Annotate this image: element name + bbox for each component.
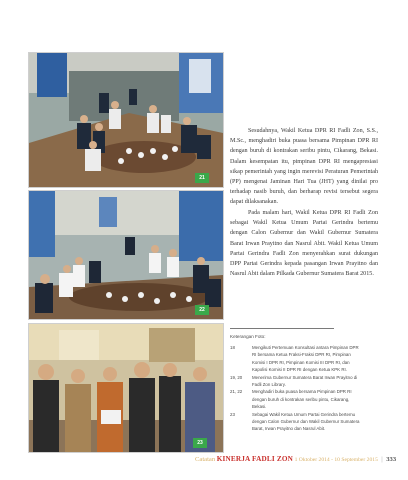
body-paragraph-1-text: Sesudahnya, Wakil Ketua DPR RI Fadli Zon, S.S., M.Sc., menghadiri buka puasa bersama Pimpinan DPR RI dengan buruh di kontrakan seribu pintu, Cikarang, Bekasi. Dalam kesempatan itu, pimpinan DPR RI mengapresiasi sikap pemerintah yang ingin merevisi Peraturan Pemerintah (PP) mengenai Jaminan Hari Tua (JHT) yang dinilai pro terhadap nasib buruh, dan berharap revisi tersebut segera dapat dilaksanakan.: [230, 128, 378, 206]
caption-text: Sebagai Wakil Ketua Umum Partai Gerindra bertemu dengan Calon Gubernur dan Wakil Gubernur Sumatera Barat, Irwan Prayitno dan Nasrul Abit.: [252, 411, 360, 432]
caption-text: Mengikuti Pertemuan Konsultasi antara Pimpinan DPR RI bersama Ketua Fraksi-Fraksi DPR RI, Pimpinan Komisi I DPR RI, Pimpinan Komisi III DPR RI, dan Kapolisi Komisi II DPR RI dengan Ketua KPK RI.: [252, 345, 359, 373]
body-paragraph-1: [230, 126, 378, 208]
body-paragraph-2-text: Pada malam hari, Wakil Ketua DPR RI Fadli Zon sebagai Wakil Ketua Umum Partai Gerindra bertemu dengan Calon Gubernur dan Wakil Gubernur Sumatera Barat Irwan Prayitno dan Nasrul Abit. Wakil Ketua Umum Partai Gerindra Fadli Zon menyerahkan surat dukungan DPP Partai Gerindra kepada pasangan Irwan Prayitno dan Nasrul Abit dalam Pilkada Gubernur Sumatera Barat 2015.: [230, 210, 378, 278]
photo-21-image: [29, 53, 223, 187]
photo-22-image: [29, 191, 223, 319]
photo-number-badge: 22: [195, 305, 209, 315]
photo-number-badge: 21: [195, 173, 209, 183]
caption-text: Menerima Gubernur Sumatera Barat Irwan Prayitno di Fadli Zon Library.: [252, 374, 358, 388]
caption-number: 18: [230, 345, 235, 350]
page-footer: [195, 455, 396, 463]
caption-number: 21, 22: [230, 389, 243, 395]
footer-dates: 1 Oktober 2014 - 10 September 2015: [294, 457, 378, 463]
photo-group-meeting: [28, 323, 224, 453]
caption-item: [230, 344, 360, 374]
caption-list: [230, 344, 360, 433]
caption-number: 19, 20: [230, 374, 243, 380]
caption-title: Keterangan Foto:: [230, 334, 266, 339]
caption-item: [230, 388, 360, 410]
caption-text: Menghadiri buka puasa bersama Pimpinan DPR RI dengan buruh di kontrakan seribu pintu, Cikarang, Bekasi.: [252, 389, 352, 410]
page-number: 333: [386, 456, 397, 463]
caption-number: 23: [230, 411, 235, 417]
photo-23-image: [29, 324, 223, 452]
photo-buka-puasa-corridor: [28, 52, 224, 188]
caption-item: [230, 411, 360, 433]
body-paragraph-2: [230, 208, 378, 279]
caption-divider: [230, 328, 334, 329]
footer-brand: Catatan: [195, 456, 216, 463]
footer-separator: |: [381, 456, 383, 463]
photo-buka-puasa-wide: [28, 190, 224, 320]
footer-title: KINERJA FADLI ZON: [216, 455, 294, 463]
caption-item: [230, 374, 360, 389]
photo-number-badge: 23: [193, 438, 207, 448]
